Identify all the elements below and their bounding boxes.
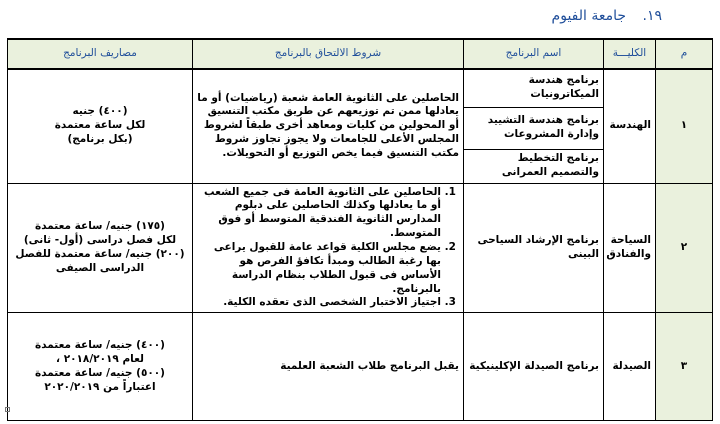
fee-line: لكل فصل دراسى (أول- ثانى) — [23, 234, 177, 246]
fee-line: اعتباراً من ٢٠٢٠/٢٠١٩ — [44, 380, 156, 393]
fee-line: لعام ٢٠١٨/٢٠١٩ ، — [56, 352, 144, 365]
fee-line: لكل ساعة معتمدة — [54, 119, 146, 132]
college-name: السياحة والفنادق — [604, 183, 656, 313]
college-name: الصيدلة — [604, 313, 656, 421]
program-name: برنامج هندسة الميكاترونيات — [464, 69, 604, 107]
table-row — [8, 183, 713, 313]
fee-line: (٤٠٠) جنيه/ ساعة معتمدة — [35, 339, 165, 352]
admission-conditions — [193, 183, 464, 313]
program-name: برنامج هندسة التشييد وإدارة المشروعات — [464, 107, 604, 149]
program-fees — [8, 313, 193, 421]
program-fees — [8, 183, 193, 313]
program-name: برنامج التخطيط والتصميم العمرانى — [464, 149, 604, 183]
condition-item: 2. يضع مجلس الكلية قواعد عامة للقبول يراعى بها رغبة الطالب ومبدأ تكافؤ الفرص هو الأساس فى قبول الطلاب بنظام الدراسة بالبرنامج. — [197, 241, 441, 296]
fee-line: (٥٠٠) جنيه/ ساعة معتمدة — [35, 366, 165, 379]
header-index: م — [656, 39, 713, 69]
table-header-row — [8, 39, 713, 69]
header-fees: مصاريف البرنامج — [8, 39, 193, 69]
fee-line: (٤٠٠) جنيه — [72, 105, 128, 118]
row-index: ٢ — [656, 183, 713, 313]
programs-table — [7, 38, 713, 421]
section-heading — [552, 8, 662, 24]
condition-item: 1. الحاصلين على الثانوية العامة فى جميع الشعب أو ما يعادلها وكذلك الحاصلين على دبلوم المدارس الثانوية الفندقية المتوسط أو فوق المتوسط. — [197, 186, 441, 241]
section-number: ١٩. — [642, 8, 662, 24]
admission-conditions: يقبل البرنامج طلاب الشعبة العلمية — [193, 313, 464, 421]
section-title: جامعة الفيوم — [551, 8, 627, 24]
header-program: اسم البرنامج — [464, 39, 604, 69]
condition-item: 3. اجتياز الاختبار الشخصى الذى تعقده الكلية. — [197, 296, 441, 310]
row-index: ٣ — [656, 313, 713, 421]
table-row — [8, 313, 713, 421]
conditions-list — [197, 186, 459, 311]
admission-conditions: الحاصلين على الثانوية العامة شعبة (رياضيات) أو ما يعادلها ممن تم توزيعهم عن طريق مكتب التنسيق أو المحولين من كليات ومعاهد أخرى طبقاً لشروط المجلس الأعلى للجامعات ولا يجوز تجاوز شروط مكتب التنسيق فيما يخص التوزيع أو التحويلات. — [193, 69, 464, 183]
program-name: برنامج الصيدلة الإكلينيكية — [464, 313, 604, 421]
row-index: ١ — [656, 69, 713, 183]
program-name: برنامج الإرشاد السياحى البينى — [464, 183, 604, 313]
fee-line: (١٧٥) جنيه/ ساعة معتمدة — [35, 220, 165, 233]
table-row — [8, 69, 713, 107]
fee-line: (٢٠٠) جنيه/ ساعة معتمدة للفصل الدراسى الصيفى — [15, 247, 185, 274]
header-college: الكليـــة — [604, 39, 656, 69]
college-name: الهندسة — [604, 69, 656, 183]
fee-line: (بكل برنامج) — [67, 133, 133, 146]
paragraph-mark — [5, 407, 10, 412]
header-conditions: شروط الالتحاق بالبرنامج — [193, 39, 464, 69]
program-fees — [8, 69, 193, 183]
